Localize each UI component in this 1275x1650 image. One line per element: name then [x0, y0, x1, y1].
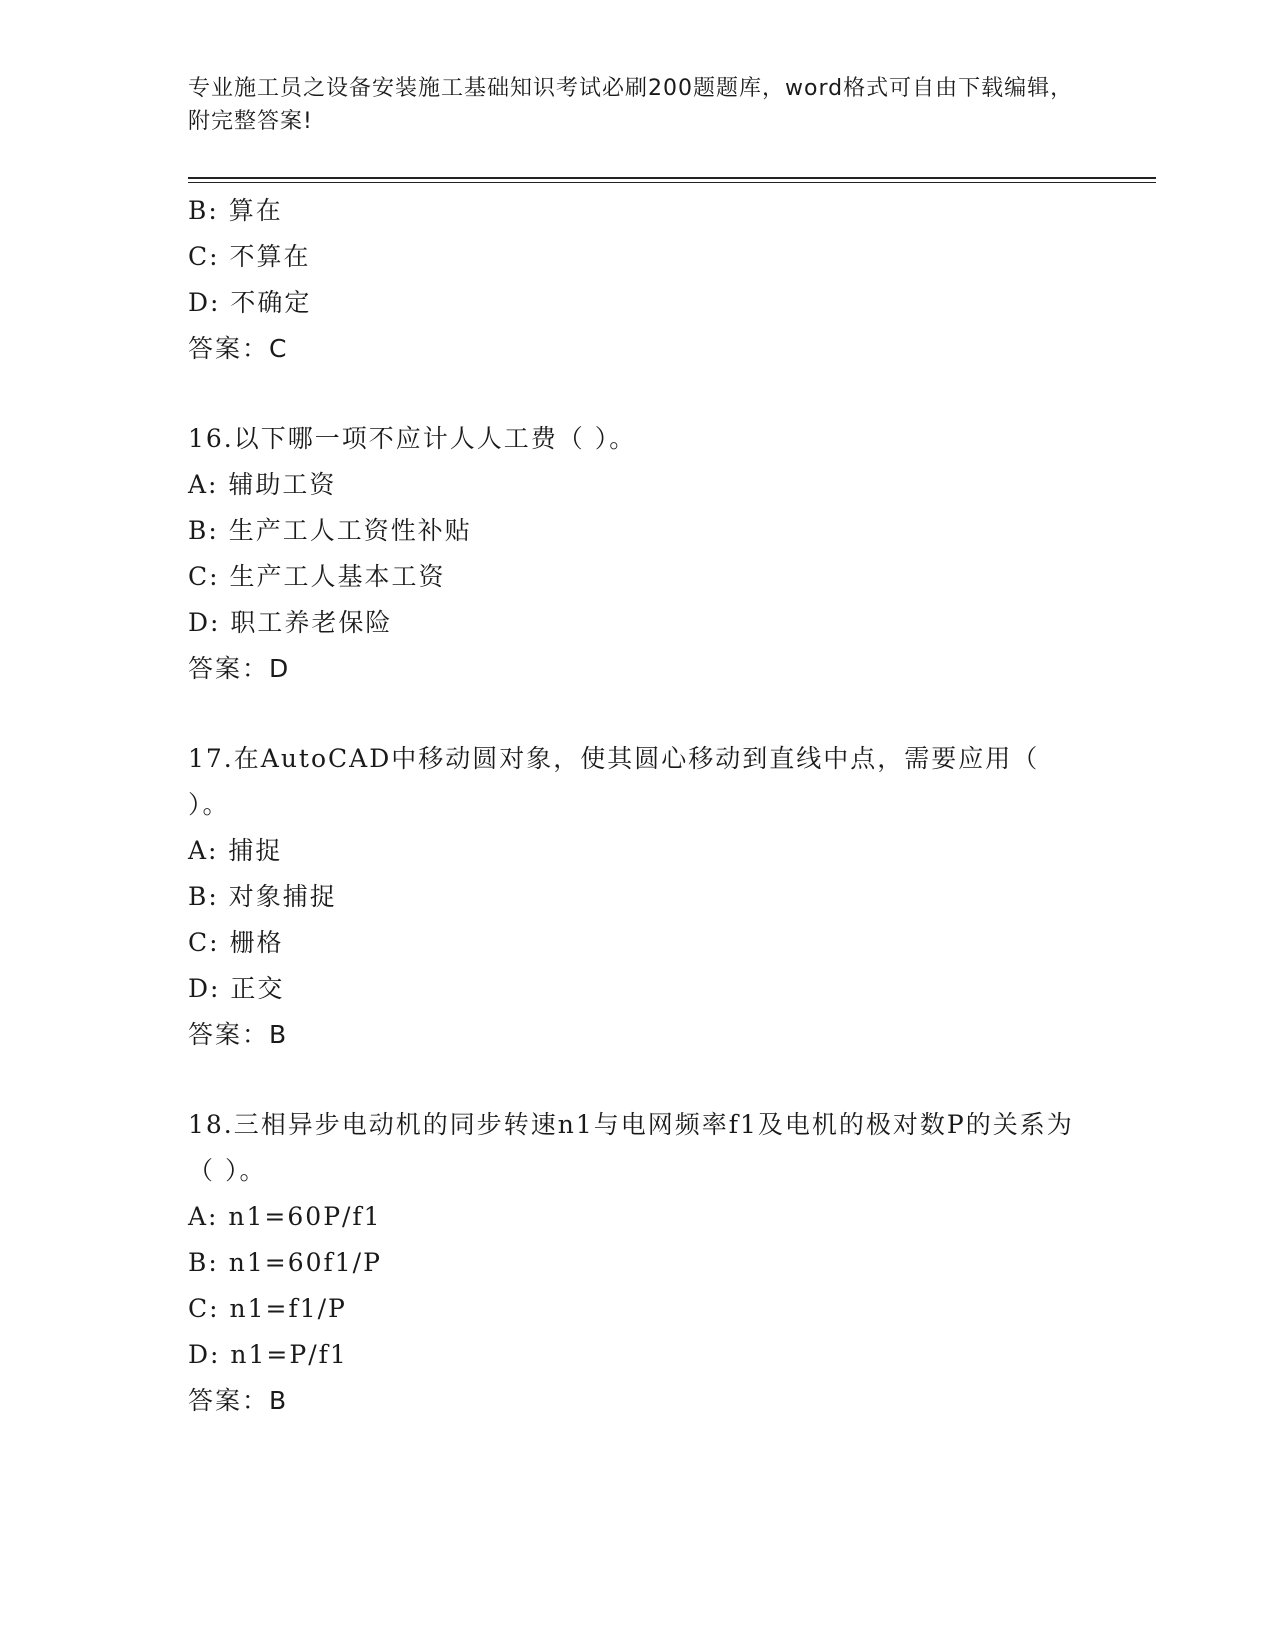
question-block — [188, 188, 1088, 372]
option-b: B: 生产工人工资性补贴 — [188, 516, 472, 545]
answer-line: 答案：C — [188, 334, 289, 363]
option-a: A: 捕捉 — [188, 836, 283, 865]
option-a: A: n1=60P/f1 — [188, 1202, 382, 1231]
question-list — [188, 188, 1088, 1424]
answer-line: 答案：D — [188, 654, 291, 683]
question-stem: 16.以下哪一项不应计人人工费（ ）。 — [188, 424, 637, 453]
option-b: B: 算在 — [188, 196, 283, 225]
option-d: D: 不确定 — [188, 288, 312, 317]
option-a: A: 辅助工资 — [188, 470, 337, 499]
option-c: C: n1=f1/P — [188, 1294, 347, 1323]
option-d: D: n1=P/f1 — [188, 1340, 348, 1369]
header-divider-thick — [188, 177, 1156, 179]
answer-line: 答案：B — [188, 1020, 289, 1049]
option-c: C: 不算在 — [188, 242, 311, 271]
answer-line: 答案：B — [188, 1386, 289, 1415]
question-block — [188, 1102, 1088, 1424]
header-divider-thin — [188, 182, 1156, 183]
question-stem: 18.三相异步电动机的同步转速n1与电网频率f1及电机的极对数P的关系为（ ）。 — [188, 1110, 1074, 1185]
question-stem: 17.在AutoCAD中移动圆对象，使其圆心移动到直线中点，需要应用（ ）。 — [188, 744, 1040, 819]
option-c: C: 栅格 — [188, 928, 284, 957]
option-c: C: 生产工人基本工资 — [188, 562, 446, 591]
question-block — [188, 416, 1088, 692]
document-header: 专业施工员之设备安装施工基础知识考试必刷200题题库，word格式可自由下载编辑，附完整答案! — [188, 76, 1074, 134]
question-block — [188, 736, 1088, 1058]
option-b: B: n1=60f1/P — [188, 1248, 382, 1277]
option-d: D: 职工养老保险 — [188, 608, 393, 637]
option-d: D: 正交 — [188, 974, 285, 1003]
option-b: B: 对象捕捉 — [188, 882, 337, 911]
